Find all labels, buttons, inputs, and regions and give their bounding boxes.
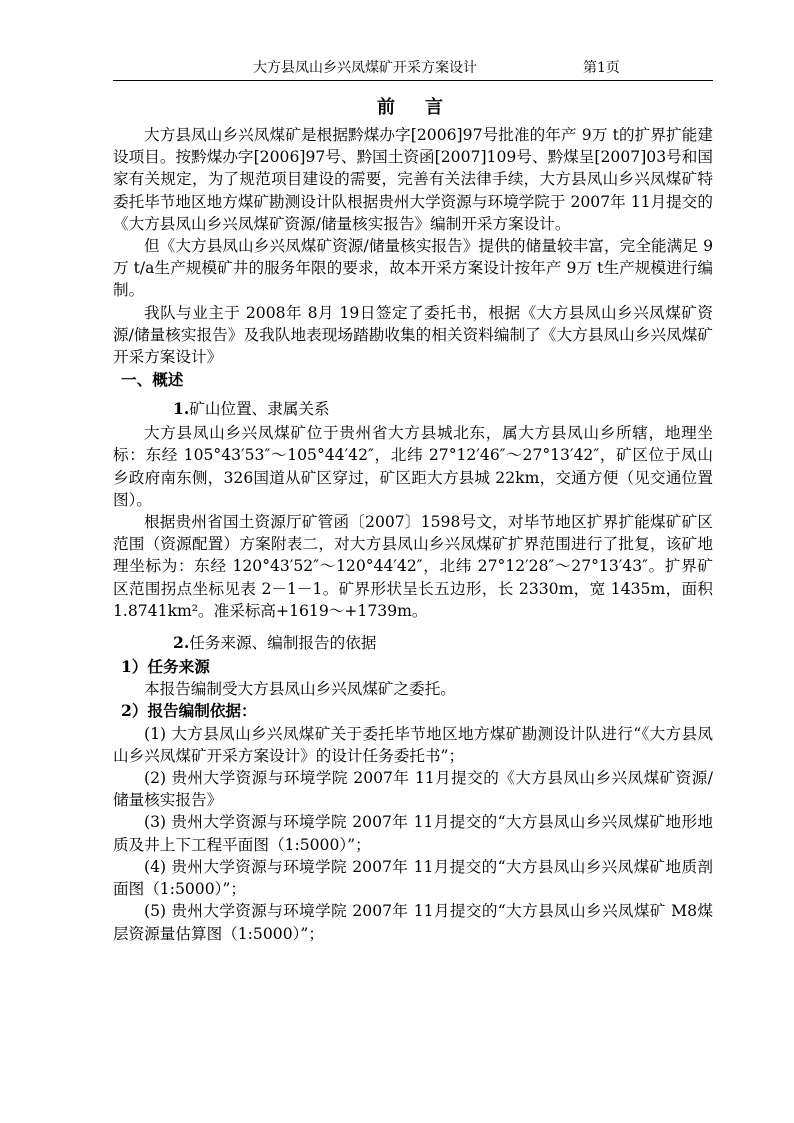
intro-paragraph-3: 我队与业主于 2008年 8月 19日签定了委托书，根据《大方县凤山乡兴凤煤矿资源/储量核实报告》及我队地表现场踏勘收集的相关资料编制了《大方县凤山乡兴凤煤矿开采方案设计》 — [113, 303, 713, 367]
subsection-title: 矿山位置、隶属关系 — [189, 400, 330, 419]
document-body — [113, 92, 713, 945]
page-header — [113, 58, 713, 81]
basis-item-3: (3) 贵州大学资源与环境学院 2007年 11月提交的“大方县凤山乡兴凤煤矿地形地质及井上下工程平面图（1:5000）”； — [113, 813, 713, 854]
subsection-number: 2. — [173, 633, 190, 653]
basis-item-2: (2) 贵州大学资源与环境学院 2007年 11月提交的《大方县凤山乡兴凤煤矿资源/储量核实报告》 — [113, 769, 713, 810]
subsection-heading-basis — [113, 630, 713, 656]
task-source-text: 本报告编制受大方县凤山乡兴凤煤矿之委托。 — [144, 680, 456, 699]
subsection-heading-location — [113, 396, 713, 422]
subsection-number: 1. — [173, 399, 190, 419]
task-source-heading: 1）任务来源 — [121, 657, 210, 677]
basis-item-4: (4) 贵州大学资源与环境学院 2007年 11月提交的“大方县凤山乡兴凤煤矿地质剖面图（1:5000）”； — [113, 857, 713, 899]
intro-paragraph-2: 但《大方县凤山乡兴凤煤矿资源/储量核实报告》提供的储量较丰富，完全能满足 9万 t/a生产规模矿井的服务年限的要求，故本开采方案设计按年产 9万 t生产规模进行编制。 — [113, 237, 713, 300]
location-paragraph-2: 根据贵州省国土资源厅矿管函〔2007〕1598号文，对毕节地区扩界扩能煤矿矿区范围（资源配置）方案附表二，对大方县凤山乡兴凤煤矿扩界范围进行了批复，该矿地理坐标为：东经 120°43′52″～120°44′42″，北纬 27°12′28″～27°13′43″。扩界矿区范围拐点坐标见表 2－1－1。矿界形状呈长五边形，长 2330m，宽 1435m，面积 1.8741km²。准采标高+1619～+1739m。 — [113, 513, 713, 620]
intro-paragraph-1: 大方县凤山乡兴凤煤矿是根据黔煤办字[2006]97号批准的年产 9万 t的扩界扩能建设项目。按黔煤办字[2006]97号、黔国土资函[2007]109号、黔煤呈[2007]03号和国家有关规定，为了规范项目建设的需要，完善有关法律手续，大方县凤山乡兴凤煤矿特委托毕节地区地方煤矿勘测设计队根据贵州大学资源与环境学院于 2007年 11月提交的《大方县凤山乡兴凤煤矿资源/储量核实报告》编制开采方案设计。 — [113, 126, 713, 233]
section-heading-overview: 一、概述 — [121, 370, 184, 390]
basis-heading: 2）报告编制依据： — [121, 701, 257, 721]
subsection-title: 任务来源、编制报告的依据 — [189, 634, 377, 653]
basis-item-5: (5) 贵州大学资源与环境学院 2007年 11月提交的“大方县凤山乡兴凤煤矿 M8煤层资源量估算图（1:5000）”； — [113, 902, 713, 943]
header-title: 大方县凤山乡兴凤煤矿开采方案设计 — [253, 60, 477, 76]
page-number: 第1页 — [583, 60, 620, 76]
basis-item-1: (1) 大方县凤山乡兴凤煤矿关于委托毕节地区地方煤矿勘测设计队进行“《大方县凤山乡兴凤煤矿开采方案设计》的设计任务委托书”； — [113, 724, 713, 765]
location-paragraph-1: 大方县凤山乡兴凤煤矿位于贵州省大方县城北东，属大方县凤山乡所辖，地理坐标：东经 105°43′53″～105°44′42″，北纬 27°12′46″～27°13′42″，矿区位于凤山乡政府南东侧，326国道从矿区穿过，矿区距大方县城 22km，交通方便（见交通位置图）。 — [113, 424, 713, 509]
document-title: 前 言 — [377, 97, 449, 118]
